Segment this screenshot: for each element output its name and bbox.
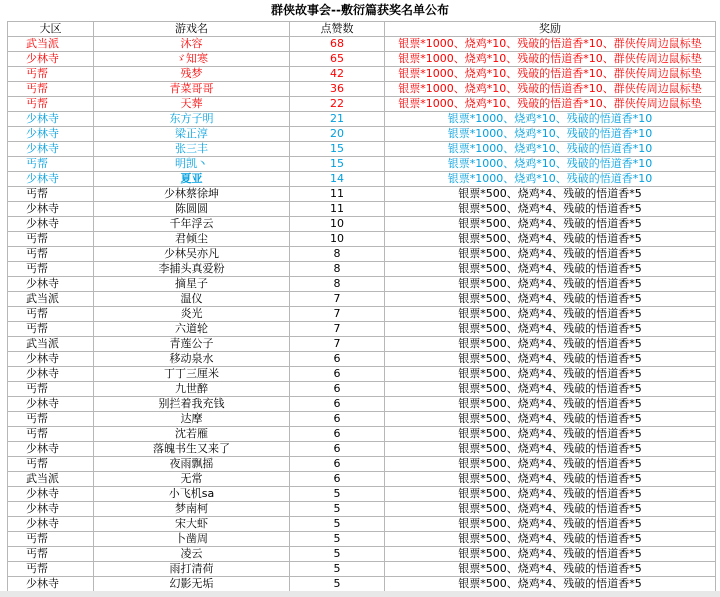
game-name-cell[interactable]: 梦南柯 <box>94 502 290 517</box>
reward-cell[interactable]: 银票*500、烧鸡*4、残破的悟道香*5 <box>385 577 716 592</box>
game-name-cell[interactable]: 李捕头真爱粉 <box>94 262 290 277</box>
table-row <box>8 442 716 457</box>
region-cell[interactable]: 武当派 <box>8 37 94 52</box>
likes-cell[interactable]: 6 <box>290 442 385 457</box>
likes-cell[interactable]: 6 <box>290 352 385 367</box>
likes-cell[interactable]: 68 <box>290 37 385 52</box>
reward-cell[interactable]: 银票*500、烧鸡*4、残破的悟道香*5 <box>385 232 716 247</box>
table-row <box>8 532 716 547</box>
table-row <box>8 382 716 397</box>
region-cell[interactable]: 少林寺 <box>8 487 94 502</box>
game-name-cell[interactable]: 达摩 <box>94 412 290 427</box>
region-cell[interactable]: 丐帮 <box>8 247 94 262</box>
game-name-cell[interactable]: 少林吴亦凡 <box>94 247 290 262</box>
header-region[interactable]: 大区 <box>8 22 94 37</box>
bottom-edge <box>0 591 720 597</box>
reward-cell[interactable]: 银票*500、烧鸡*4、残破的悟道香*5 <box>385 562 716 577</box>
game-name-cell[interactable]: 卜凿周 <box>94 532 290 547</box>
likes-cell[interactable]: 6 <box>290 472 385 487</box>
reward-cell[interactable]: 银票*1000、烧鸡*10、残破的悟道香*10、群侠传周边鼠标垫 <box>385 67 716 82</box>
region-cell[interactable]: 丐帮 <box>8 157 94 172</box>
likes-cell[interactable]: 11 <box>290 187 385 202</box>
game-name-cell[interactable]: 残梦 <box>94 67 290 82</box>
reward-cell[interactable]: 银票*500、烧鸡*4、残破的悟道香*5 <box>385 397 716 412</box>
table-row <box>8 67 716 82</box>
table-row <box>8 217 716 232</box>
likes-cell[interactable]: 22 <box>290 97 385 112</box>
game-name-cell[interactable]: 九世醉 <box>94 382 290 397</box>
table-row <box>8 82 716 97</box>
reward-cell[interactable]: 银票*500、烧鸡*4、残破的悟道香*5 <box>385 472 716 487</box>
game-name-cell[interactable]: 夜雨飘摇 <box>94 457 290 472</box>
reward-cell[interactable]: 银票*1000、烧鸡*10、残破的悟道香*10、群侠传周边鼠标垫 <box>385 37 716 52</box>
table-row <box>8 517 716 532</box>
likes-cell[interactable]: 8 <box>290 277 385 292</box>
region-cell[interactable]: 少林寺 <box>8 217 94 232</box>
region-cell[interactable]: 丐帮 <box>8 532 94 547</box>
region-cell[interactable]: 丐帮 <box>8 187 94 202</box>
game-name-cell[interactable]: 天葬 <box>94 97 290 112</box>
reward-cell[interactable]: 银票*500、烧鸡*4、残破的悟道香*5 <box>385 457 716 472</box>
game-name-cell[interactable]: 炎光 <box>94 307 290 322</box>
reward-cell[interactable]: 银票*500、烧鸡*4、残破的悟道香*5 <box>385 547 716 562</box>
game-name-cell[interactable]: 东方子明 <box>94 112 290 127</box>
game-name-cell[interactable]: 温仪 <box>94 292 290 307</box>
sheet-title: 群侠故事会--敷衍篇获奖名单公布 <box>271 3 449 17</box>
region-cell[interactable]: 丐帮 <box>8 427 94 442</box>
table-row <box>8 577 716 592</box>
reward-cell[interactable]: 银票*1000、烧鸡*10、残破的悟道香*10 <box>385 172 716 187</box>
likes-cell[interactable]: 5 <box>290 562 385 577</box>
region-cell[interactable]: 丐帮 <box>8 457 94 472</box>
reward-cell[interactable]: 银票*1000、烧鸡*10、残破的悟道香*10 <box>385 112 716 127</box>
region-cell[interactable]: 少林寺 <box>8 112 94 127</box>
likes-cell[interactable]: 6 <box>290 457 385 472</box>
table-row <box>8 337 716 352</box>
reward-cell[interactable]: 银票*500、烧鸡*4、残破的悟道香*5 <box>385 262 716 277</box>
game-name-cell[interactable]: 少林蔡徐坤 <box>94 187 290 202</box>
game-name-cell[interactable]: 千年浮云 <box>94 217 290 232</box>
likes-cell[interactable]: 7 <box>290 322 385 337</box>
reward-cell[interactable]: 银票*500、烧鸡*4、残破的悟道香*5 <box>385 412 716 427</box>
region-cell[interactable]: 丐帮 <box>8 547 94 562</box>
reward-cell[interactable]: 银票*500、烧鸡*4、残破的悟道香*5 <box>385 427 716 442</box>
region-cell[interactable]: 少林寺 <box>8 142 94 157</box>
winners-table <box>7 21 716 592</box>
table-row <box>8 187 716 202</box>
table-row <box>8 427 716 442</box>
likes-cell[interactable]: 10 <box>290 232 385 247</box>
likes-cell[interactable]: 10 <box>290 217 385 232</box>
reward-cell[interactable]: 银票*500、烧鸡*4、残破的悟道香*5 <box>385 322 716 337</box>
region-cell[interactable]: 少林寺 <box>8 277 94 292</box>
likes-cell[interactable]: 5 <box>290 502 385 517</box>
likes-cell[interactable]: 15 <box>290 142 385 157</box>
likes-cell[interactable]: 11 <box>290 202 385 217</box>
region-cell[interactable]: 武当派 <box>8 472 94 487</box>
game-name-cell[interactable]: 夏亚 <box>94 172 290 187</box>
table-row <box>8 562 716 577</box>
table-row <box>8 397 716 412</box>
region-cell[interactable]: 丐帮 <box>8 322 94 337</box>
likes-cell[interactable]: 42 <box>290 67 385 82</box>
region-cell[interactable]: 丐帮 <box>8 97 94 112</box>
likes-cell[interactable]: 8 <box>290 247 385 262</box>
reward-cell[interactable]: 银票*500、烧鸡*4、残破的悟道香*5 <box>385 382 716 397</box>
likes-cell[interactable]: 21 <box>290 112 385 127</box>
likes-cell[interactable]: 20 <box>290 127 385 142</box>
table-row <box>8 52 716 67</box>
game-name-cell[interactable]: 别拦着我充钱 <box>94 397 290 412</box>
header-reward[interactable]: 奖励 <box>385 22 716 37</box>
likes-cell[interactable]: 6 <box>290 412 385 427</box>
game-name-cell[interactable]: 幻影无垢 <box>94 577 290 592</box>
likes-cell[interactable]: 5 <box>290 517 385 532</box>
likes-cell[interactable]: 5 <box>290 577 385 592</box>
table-row <box>8 232 716 247</box>
game-name-cell[interactable]: 青莲公子 <box>94 337 290 352</box>
game-name-cell[interactable]: 小飞机sa <box>94 487 290 502</box>
reward-cell[interactable]: 银票*1000、烧鸡*10、残破的悟道香*10、群侠传周边鼠标垫 <box>385 52 716 67</box>
table-row <box>8 292 716 307</box>
likes-cell[interactable]: 7 <box>290 307 385 322</box>
header-game-name[interactable]: 游戏名 <box>94 22 290 37</box>
game-name-cell[interactable]: 青菜哥哥 <box>94 82 290 97</box>
header-likes[interactable]: 点赞数 <box>290 22 385 37</box>
reward-cell[interactable]: 银票*500、烧鸡*4、残破的悟道香*5 <box>385 187 716 202</box>
table-row <box>8 487 716 502</box>
likes-cell[interactable]: 6 <box>290 397 385 412</box>
reward-cell[interactable]: 银票*1000、烧鸡*10、残破的悟道香*10 <box>385 157 716 172</box>
region-cell[interactable]: 丐帮 <box>8 307 94 322</box>
region-cell[interactable]: 丐帮 <box>8 262 94 277</box>
reward-cell[interactable]: 银票*1000、烧鸡*10、残破的悟道香*10、群侠传周边鼠标垫 <box>385 82 716 97</box>
header-row <box>8 22 716 37</box>
table-row <box>8 277 716 292</box>
likes-cell[interactable]: 6 <box>290 367 385 382</box>
game-name-cell[interactable]: 移动泉水 <box>94 352 290 367</box>
region-cell[interactable]: 少林寺 <box>8 367 94 382</box>
table-body <box>8 37 716 592</box>
likes-cell[interactable]: 5 <box>290 487 385 502</box>
region-cell[interactable]: 丐帮 <box>8 67 94 82</box>
table-row <box>8 472 716 487</box>
game-name-cell[interactable]: 落魄书生又来了 <box>94 442 290 457</box>
game-name-cell[interactable]: 六道轮 <box>94 322 290 337</box>
region-cell[interactable]: 少林寺 <box>8 577 94 592</box>
table-row <box>8 457 716 472</box>
game-name-cell[interactable]: 无常 <box>94 472 290 487</box>
table-row <box>8 127 716 142</box>
region-cell[interactable]: 武当派 <box>8 292 94 307</box>
game-name-cell[interactable]: 张三丰 <box>94 142 290 157</box>
game-name-cell[interactable]: 宋大虾 <box>94 517 290 532</box>
reward-cell[interactable]: 银票*1000、烧鸡*10、残破的悟道香*10、群侠传周边鼠标垫 <box>385 97 716 112</box>
game-name-cell[interactable]: 摘星子 <box>94 277 290 292</box>
region-cell[interactable]: 武当派 <box>8 337 94 352</box>
likes-cell[interactable]: 15 <box>290 157 385 172</box>
table-row <box>8 37 716 52</box>
table-row <box>8 112 716 127</box>
reward-cell[interactable]: 银票*500、烧鸡*4、残破的悟道香*5 <box>385 202 716 217</box>
reward-cell[interactable]: 银票*500、烧鸡*4、残破的悟道香*5 <box>385 502 716 517</box>
region-cell[interactable]: 丐帮 <box>8 82 94 97</box>
region-cell[interactable]: 少林寺 <box>8 127 94 142</box>
likes-cell[interactable]: 8 <box>290 262 385 277</box>
table-row <box>8 172 716 187</box>
likes-cell[interactable]: 6 <box>290 382 385 397</box>
table-row <box>8 367 716 382</box>
reward-cell[interactable]: 银票*500、烧鸡*4、残破的悟道香*5 <box>385 487 716 502</box>
likes-cell[interactable]: 14 <box>290 172 385 187</box>
table-row <box>8 307 716 322</box>
game-name-cell[interactable]: 凌云 <box>94 547 290 562</box>
likes-cell[interactable]: 7 <box>290 337 385 352</box>
table-row <box>8 412 716 427</box>
table-row <box>8 97 716 112</box>
reward-cell[interactable]: 银票*500、烧鸡*4、残破的悟道香*5 <box>385 292 716 307</box>
game-name-cell[interactable]: 君倾尘 <box>94 232 290 247</box>
likes-cell[interactable]: 7 <box>290 292 385 307</box>
reward-cell[interactable]: 银票*1000、烧鸡*10、残破的悟道香*10 <box>385 142 716 157</box>
game-name-cell[interactable]: 梁正淳 <box>94 127 290 142</box>
table-row <box>8 502 716 517</box>
region-cell[interactable]: 少林寺 <box>8 442 94 457</box>
region-cell[interactable]: 少林寺 <box>8 172 94 187</box>
table-row <box>8 202 716 217</box>
region-cell[interactable]: 丐帮 <box>8 232 94 247</box>
region-cell[interactable]: 少林寺 <box>8 502 94 517</box>
likes-cell[interactable]: 6 <box>290 427 385 442</box>
likes-cell[interactable]: 36 <box>290 82 385 97</box>
reward-cell[interactable]: 银票*500、烧鸡*4、残破的悟道香*5 <box>385 367 716 382</box>
region-cell[interactable]: 丐帮 <box>8 412 94 427</box>
likes-cell[interactable]: 65 <box>290 52 385 67</box>
table-row <box>8 262 716 277</box>
reward-cell[interactable]: 银票*500、烧鸡*4、残破的悟道香*5 <box>385 532 716 547</box>
table-row <box>8 157 716 172</box>
game-name-cell[interactable]: 丁丁三厘米 <box>94 367 290 382</box>
region-cell[interactable]: 丐帮 <box>8 382 94 397</box>
region-cell[interactable]: 少林寺 <box>8 517 94 532</box>
region-cell[interactable]: 少林寺 <box>8 52 94 67</box>
reward-cell[interactable]: 银票*500、烧鸡*4、残破的悟道香*5 <box>385 442 716 457</box>
region-cell[interactable]: 少林寺 <box>8 202 94 217</box>
reward-cell[interactable]: 银票*500、烧鸡*4、残破的悟道香*5 <box>385 307 716 322</box>
table-row <box>8 352 716 367</box>
table-row <box>8 322 716 337</box>
reward-cell[interactable]: 银票*500、烧鸡*4、残破的悟道香*5 <box>385 337 716 352</box>
reward-cell[interactable]: 银票*500、烧鸡*4、残破的悟道香*5 <box>385 277 716 292</box>
likes-cell[interactable]: 5 <box>290 532 385 547</box>
game-name-cell[interactable]: ゞ知寒 <box>94 52 290 67</box>
reward-cell[interactable]: 银票*1000、烧鸡*10、残破的悟道香*10 <box>385 127 716 142</box>
region-cell[interactable]: 少林寺 <box>8 397 94 412</box>
reward-cell[interactable]: 银票*500、烧鸡*4、残破的悟道香*5 <box>385 247 716 262</box>
likes-cell[interactable]: 5 <box>290 547 385 562</box>
game-name-cell[interactable]: 明凯丶 <box>94 157 290 172</box>
reward-cell[interactable]: 银票*500、烧鸡*4、残破的悟道香*5 <box>385 517 716 532</box>
reward-cell[interactable]: 银票*500、烧鸡*4、残破的悟道香*5 <box>385 217 716 232</box>
table-row <box>8 547 716 562</box>
region-cell[interactable]: 丐帮 <box>8 562 94 577</box>
game-name-cell[interactable]: 沐容 <box>94 37 290 52</box>
region-cell[interactable]: 少林寺 <box>8 352 94 367</box>
table-row <box>8 142 716 157</box>
game-name-cell[interactable]: 雨打清荷 <box>94 562 290 577</box>
game-name-cell[interactable]: 沈若雁 <box>94 427 290 442</box>
table-row <box>8 247 716 262</box>
game-name-cell[interactable]: 陈圆圆 <box>94 202 290 217</box>
reward-cell[interactable]: 银票*500、烧鸡*4、残破的悟道香*5 <box>385 352 716 367</box>
